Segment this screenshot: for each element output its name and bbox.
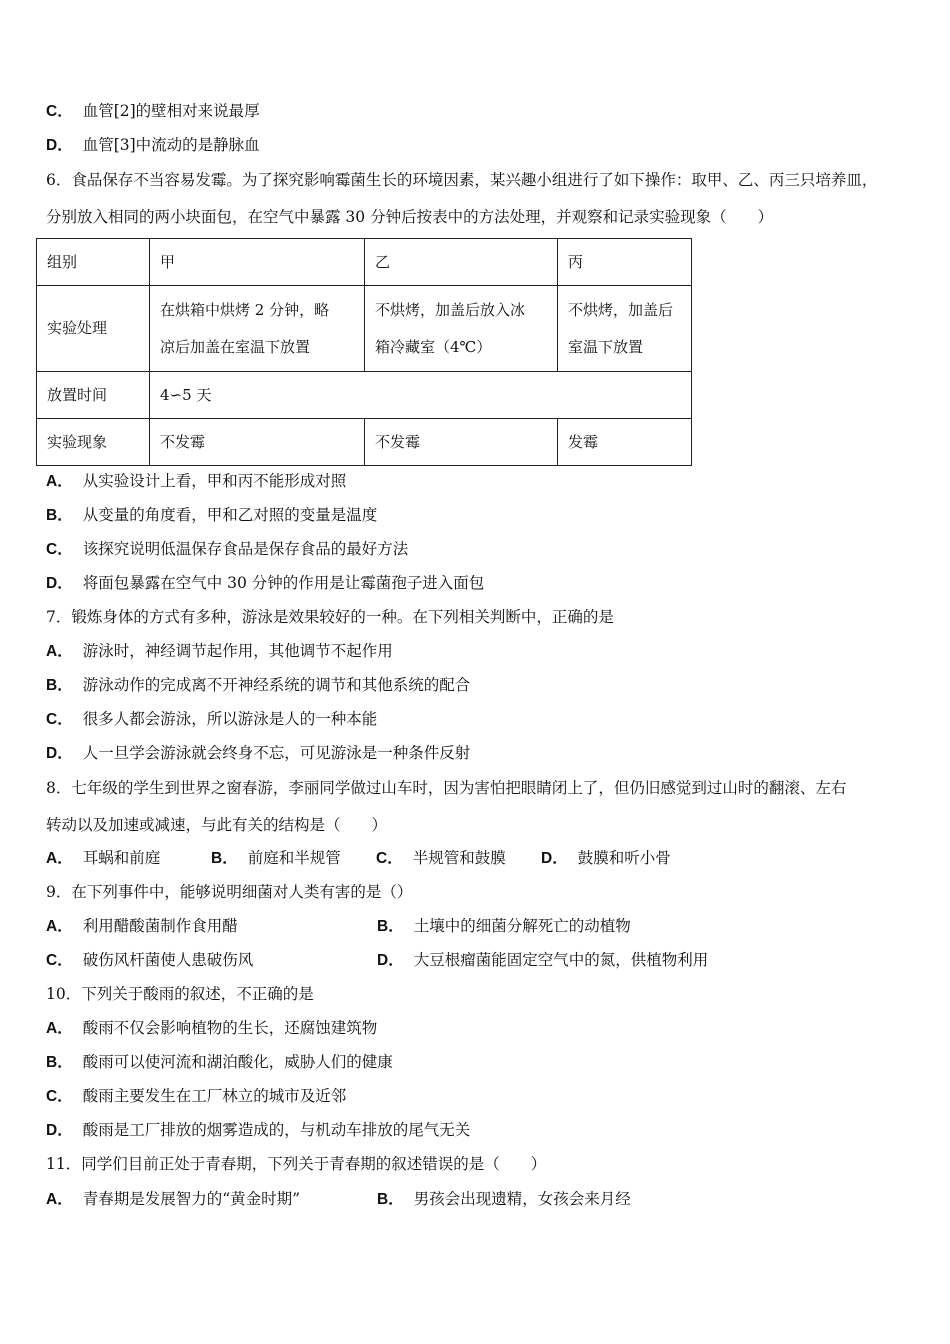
- q9-options-row1: [46, 916, 906, 937]
- q11-stem: 11．同学们目前正处于青春期，下列关于青春期的叙述错误的是（ ）: [46, 1155, 547, 1173]
- q10-option-c: C． 酸雨主要发生在工厂林立的城市及近邻: [46, 1087, 347, 1105]
- time-value: 4∽5 天: [150, 372, 692, 419]
- q8-stem-line1: 8．七年级的学生到世界之窗春游，李丽同学做过山车时，因为害怕把眼睛闭上了，但仍旧感觉到过山时的翻滚、左右: [46, 779, 847, 797]
- q9-option-c: C． 破伤风杆菌使人患破伤风: [46, 951, 254, 969]
- q6-option-d: D． 将面包暴露在空气中 30 分钟的作用是让霉菌孢子进入面包: [46, 574, 485, 592]
- q8-option-b: B． 前庭和半规管: [211, 849, 341, 867]
- time-label: 放置时间: [37, 372, 150, 419]
- q9-option-a: A． 利用醋酸菌制作食用醋: [46, 917, 238, 935]
- q5-option-c: C． 血管[2]的壁相对来说最厚: [46, 102, 260, 120]
- table-row-result: [37, 419, 692, 466]
- q8-option-d: D． 鼓膜和听小骨: [541, 849, 671, 867]
- q10-option-b: B． 酸雨可以使河流和湖泊酸化，威胁人们的健康: [46, 1053, 393, 1071]
- q8-stem-line2: 转动以及加速或减速，与此有关的结构是（ ）: [46, 816, 388, 834]
- q7-option-a: A． 游泳时，神经调节起作用，其他调节不起作用: [46, 642, 393, 660]
- q8-option-c: C． 半规管和鼓膜: [376, 849, 506, 867]
- table-header-bing: 丙: [558, 239, 692, 286]
- q11-option-a: A． 青春期是发展智力的“黄金时期”: [46, 1190, 301, 1208]
- q6-stem-line1: 6．食品保存不当容易发霉。为了探究影响霉菌生长的环境因素，某兴趣小组进行了如下操作：取甲、乙、丙三只培养皿，: [46, 171, 878, 189]
- q6-option-a: A． 从实验设计上看，甲和丙不能形成对照: [46, 472, 347, 490]
- q9-option-b: B． 土壤中的细菌分解死亡的动植物: [377, 917, 631, 935]
- q6-option-c: C． 该探究说明低温保存食品是保存食品的最好方法: [46, 540, 409, 558]
- q10-option-d: D． 酸雨是工厂排放的烟雾造成的，与机动车排放的尾气无关: [46, 1121, 471, 1139]
- treatment-jia: 在烘箱中烘烤 2 分钟，略 凉后加盖在室温下放置: [150, 286, 365, 372]
- result-bing: 发霉: [558, 419, 692, 466]
- q5-option-d: D． 血管[3]中流动的是静脉血: [46, 136, 260, 154]
- result-yi: 不发霉: [365, 419, 558, 466]
- q8-options: [46, 848, 671, 869]
- q8-option-a: A． 耳蜗和前庭: [46, 849, 161, 867]
- q10-option-a: A． 酸雨不仅会影响植物的生长，还腐蚀建筑物: [46, 1019, 378, 1037]
- table-row-time: [37, 372, 692, 419]
- treatment-yi: 不烘烤，加盖后放入冰 箱冷藏室（4℃）: [365, 286, 558, 372]
- q9-stem: 9．在下列事件中，能够说明细菌对人类有害的是（）: [46, 883, 413, 901]
- treatment-label: 实验处理: [37, 286, 150, 372]
- result-label: 实验现象: [37, 419, 150, 466]
- q6-stem-line2: 分别放入相同的两小块面包，在空气中暴露 30 分钟后按表中的方法处理，并观察和记录实验现象（ ）: [46, 208, 774, 226]
- q10-stem: 10．下列关于酸雨的叙述，不正确的是: [46, 985, 314, 1003]
- table-row-treatment: [37, 286, 692, 372]
- table-row-header: [37, 239, 692, 286]
- table-header-yi: 乙: [365, 239, 558, 286]
- q7-option-d: D． 人一旦学会游泳就会终身不忘，可见游泳是一种条件反射: [46, 744, 471, 762]
- q7-stem: 7．锻炼身体的方式有多种，游泳是效果较好的一种。在下列相关判断中，正确的是: [46, 608, 614, 626]
- experiment-table: [36, 238, 692, 466]
- q7-option-b: B． 游泳动作的完成离不开神经系统的调节和其他系统的配合: [46, 676, 471, 694]
- q9-option-d: D． 大豆根瘤菌能固定空气中的氮，供植物利用: [377, 951, 709, 969]
- q9-options-row2: [46, 950, 906, 971]
- table-header-group: 组别: [37, 239, 150, 286]
- result-jia: 不发霉: [150, 419, 365, 466]
- q11-option-b: B． 男孩会出现遗精，女孩会来月经: [377, 1190, 631, 1208]
- q7-option-c: C． 很多人都会游泳，所以游泳是人的一种本能: [46, 710, 378, 728]
- treatment-bing: 不烘烤，加盖后 室温下放置: [558, 286, 692, 372]
- q6-option-b: B． 从变量的角度看，甲和乙对照的变量是温度: [46, 506, 378, 524]
- q11-options-row1: [46, 1189, 906, 1210]
- table-header-jia: 甲: [150, 239, 365, 286]
